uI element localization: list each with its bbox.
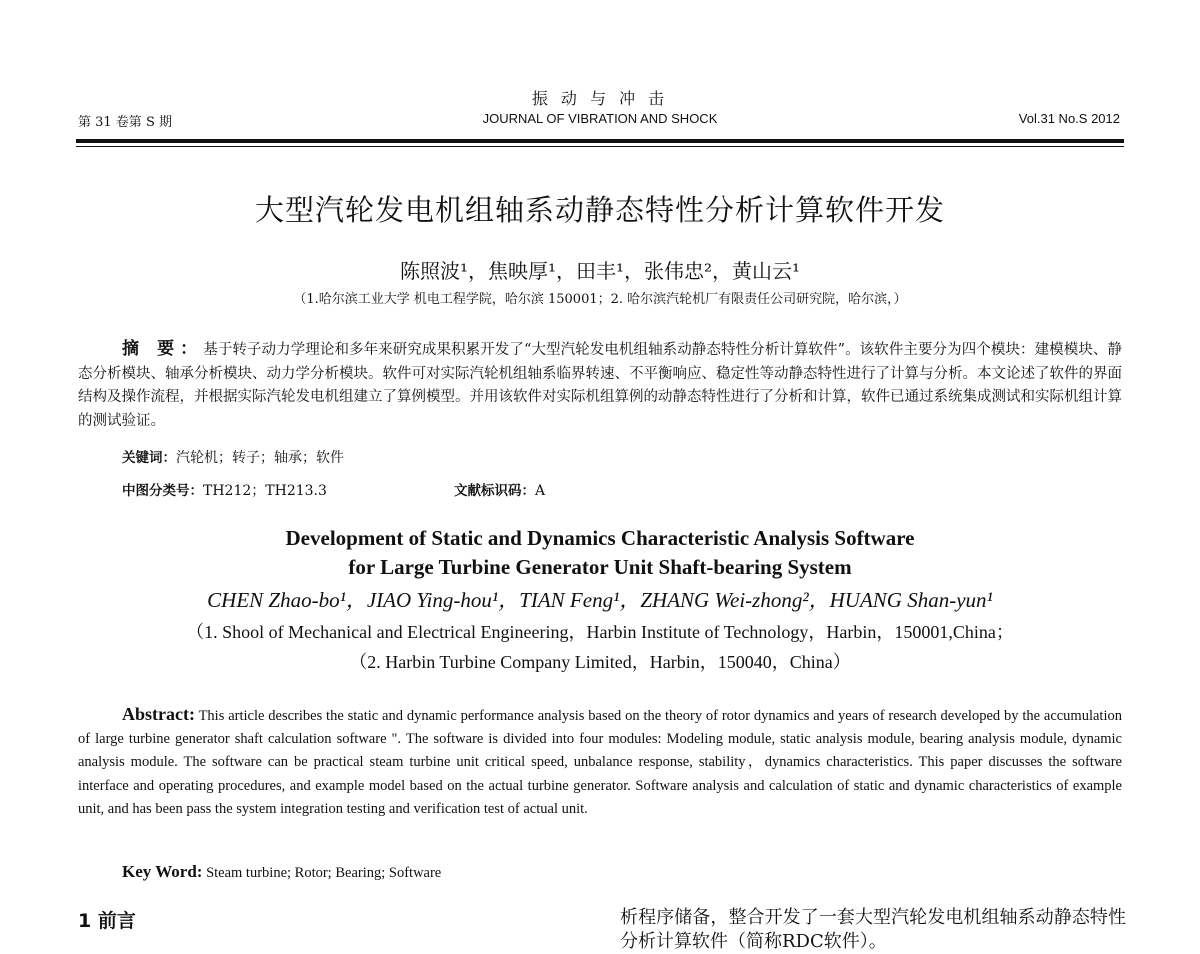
clc-number <box>122 479 327 500</box>
affiliation-cn: （1.哈尔滨工业大学 机电工程学院，哈尔滨 150001；2. 哈尔滨汽轮机厂有限责任公司研究院，哈尔滨，） <box>293 292 907 307</box>
right-column-paragraph: 析程序储备，整合开发了一套大型汽轮发电机组轴系动静态特性分析计算软件（简称RDC软件）。 <box>620 907 1126 952</box>
journal-name-en: JOURNAL OF VIBRATION AND SHOCK <box>482 111 718 126</box>
keywords-en <box>122 862 441 882</box>
volume-issue-en: Vol.31 No.S 2012 <box>1018 111 1120 126</box>
keywords-cn-text: 汽轮机；转子；轴承；软件 <box>176 450 344 466</box>
journal-name-cn: 振 动 与 冲 击 <box>531 89 669 108</box>
abstract-en <box>78 703 1122 821</box>
authors-en: CHEN Zhao-bo¹，JIAO Ying-hou¹，TIAN Feng¹，ZHANG Wei-zhong²，HUANG Shan-yun¹ <box>207 588 993 612</box>
header-rule-thin <box>76 146 1124 147</box>
keywords-cn-label: 关键词： <box>122 450 176 466</box>
abstract-cn-text: 基于转子动力学理论和多年来研究成果积累开发了“大型汽轮发电机组轴系动静态特性分析计算软件”。该软件主要分为四个模块：建模模块、静态分析模块、轴承分析模块、动力学分析模块。软件可对实际汽轮机组轴系临界转速、不平衡响应、稳定性等动静态特性进行了计算与分析。本文论述了软件的界面结构及操作流程，并根据实际汽轮发电机组建立了算例模型。并用该软件对实际机组算例的动静态特性进行了分析和计算，软件已通过系统集成测试和实际机组计算的测试验证。 <box>78 342 1122 429</box>
abstract-en-label: Abstract: <box>122 704 195 724</box>
paper-title-en-line1: Development of Static and Dynamics Characteristic Analysis Software <box>285 526 915 550</box>
affiliation-en-line2: （2. Harbin Turbine Company Limited，Harbin，150040，China） <box>349 652 851 672</box>
document-code <box>454 479 545 499</box>
paper-title-en <box>0 524 1200 582</box>
clc-label: 中图分类号： <box>122 483 203 499</box>
abstract-en-text: This article describes the static and dynamic performance analysis based on the theory of rotor dynamics and years of research developed by the accumulation of large turbine generator shaft calculation software ". The software is divided into four modules: Modeling module, static analysis module, bearing analysis module, dynamic analysis module. The software can be practical steam turbine unit critical speed, unbalance response, stability，dynamics characteristics. This paper discusses the software interface and operating procedures, and example model based on the actual turbine generator. Software analysis and calculation of static and dynamic characteristics of example unit, and has been pass the system integration testing and verification test of actual unit. <box>78 708 1122 817</box>
keywords-en-text: Steam turbine; Rotor; Bearing; Software <box>206 865 442 881</box>
abstract-cn <box>78 338 1122 433</box>
section-heading-introduction: 1 前言 <box>78 910 136 932</box>
paper-title-cn: 大型汽轮发电机组轴系动静态特性分析计算软件开发 <box>254 193 945 227</box>
keywords-en-label: Key Word: <box>122 862 203 881</box>
authors-cn: 陈照波¹，焦映厚¹，田丰¹，张伟忠²，黄山云¹ <box>399 259 801 283</box>
abstract-cn-label: 摘 要： <box>122 339 204 359</box>
document-code-text: A <box>535 483 546 499</box>
affiliation-en-line1: （1. Shool of Mechanical and Electrical Engineering，Harbin Institute of Technology，Harbin，150001,China； <box>186 622 1014 642</box>
keywords-cn <box>122 446 344 467</box>
clc-text: TH212；TH213.3 <box>203 483 327 499</box>
document-code-label: 文献标识码： <box>454 483 535 499</box>
header-rule-thick <box>76 139 1124 143</box>
volume-issue-cn: 第 31 卷第 S 期 <box>78 115 172 130</box>
paper-title-en-line2: for Large Turbine Generator Unit Shaft-bearing System <box>348 555 852 579</box>
